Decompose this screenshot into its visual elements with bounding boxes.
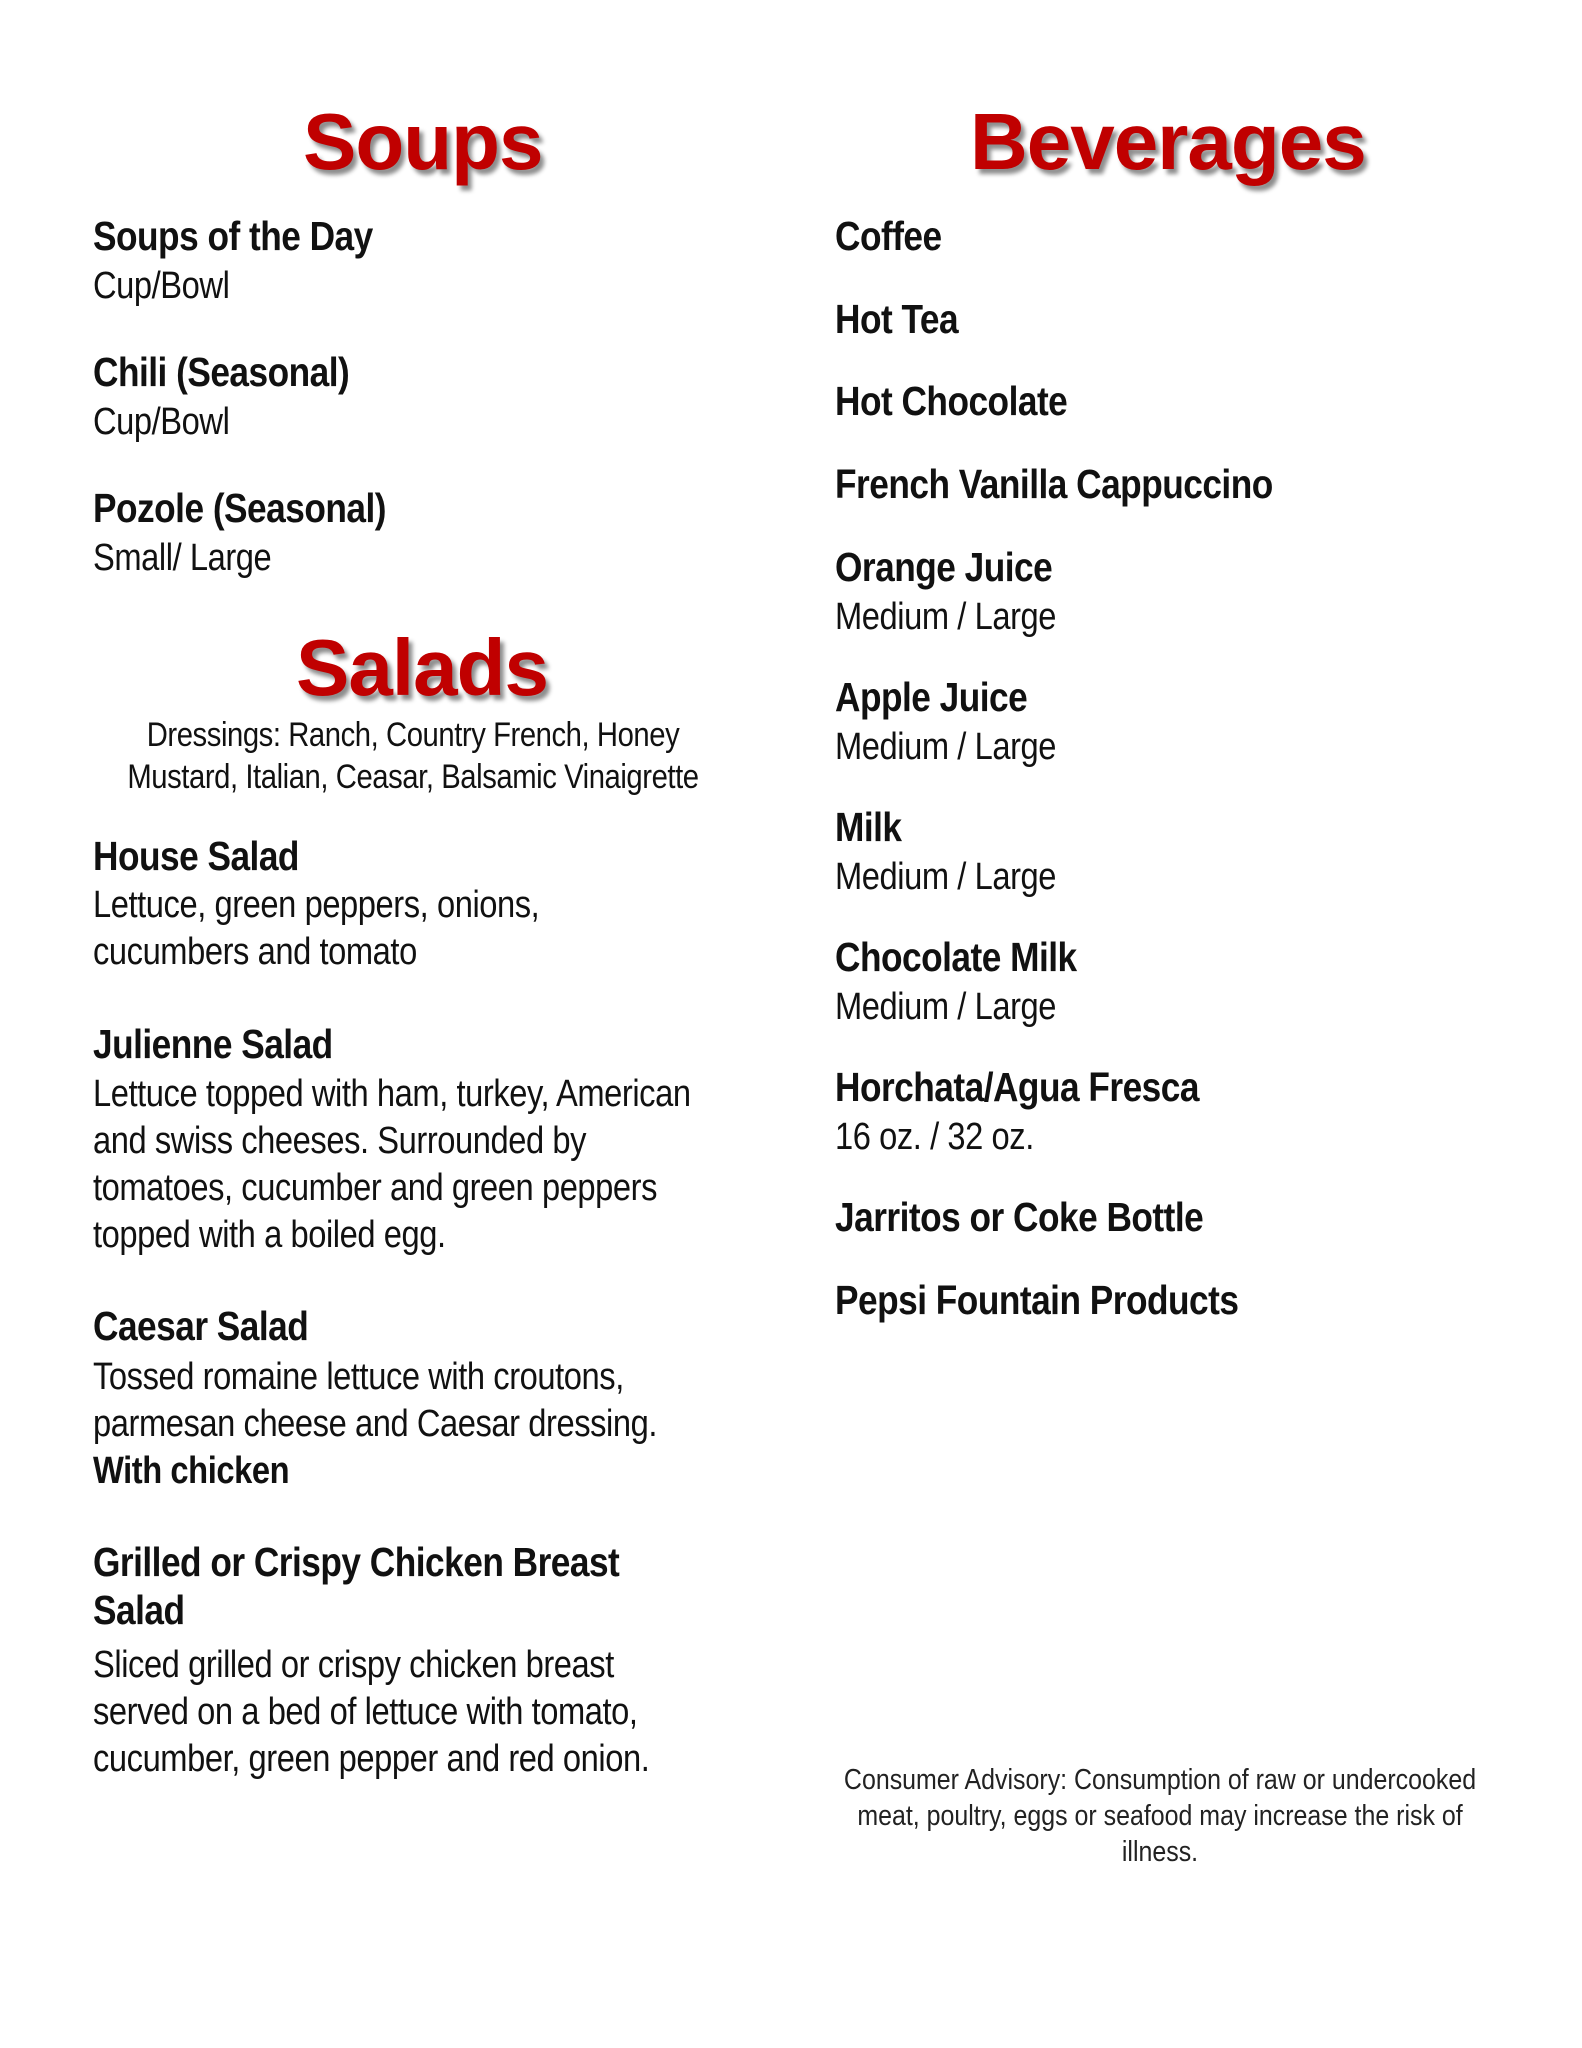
item-desc: 16 oz. / 32 oz. <box>835 1116 1034 1158</box>
item-name: Soups of the Day <box>93 213 373 259</box>
item-desc: Cup/Bowl <box>93 401 230 443</box>
item-extra: With chicken <box>93 1450 290 1492</box>
item-desc: Lettuce topped with ham, turkey, American and swiss cheeses. Surrounded by tomatoes, cucumber and green peppers topped with a boiled egg. <box>93 1073 691 1256</box>
item-name: Jarritos or Coke Bottle <box>835 1194 1204 1240</box>
item-desc-text: Tossed romaine lettuce with croutons, parmesan cheese and Caesar dressing. <box>93 1356 658 1445</box>
item-name: Coffee <box>835 213 942 259</box>
item-desc: Cup/Bowl <box>93 265 230 307</box>
dressings-note <box>93 714 733 798</box>
item-name: Hot Tea <box>835 296 959 342</box>
item-desc: Sliced grilled or crispy chicken breast served on a bed of lettuce with tomato, cucumber, green pepper and red onion. <box>93 1644 650 1780</box>
salads-title: Salads <box>296 623 548 712</box>
item-name: House Salad <box>93 833 299 879</box>
item-desc: Small/ Large <box>93 537 272 579</box>
item-desc: Medium / Large <box>835 986 1057 1028</box>
item-desc: Lettuce, green peppers, onions, cucumbers and tomato <box>93 884 540 973</box>
item-desc <box>93 1354 695 1495</box>
beverages-title: Beverages <box>970 97 1366 186</box>
dressings-text: Dressings: Ranch, Country French, Honey Mustard, Italian, Ceasar, Balsamic Vinaigrette <box>127 716 699 796</box>
item-name: Horchata/Agua Fresca <box>835 1064 1199 1110</box>
item-name: Milk <box>835 804 902 850</box>
item-name: Orange Juice <box>835 544 1053 590</box>
item-name: Caesar Salad <box>93 1303 309 1349</box>
item-name: Chocolate Milk <box>835 934 1077 980</box>
item-name: Grilled or Crispy Chicken Breast Salad <box>93 1539 620 1633</box>
item-name: Julienne Salad <box>93 1021 333 1067</box>
item-name: Hot Chocolate <box>835 378 1068 424</box>
item-name: French Vanilla Cappuccino <box>835 461 1273 507</box>
item-name: Chili (Seasonal) <box>93 349 350 395</box>
consumer-advisory <box>835 1762 1485 1870</box>
item-name: Apple Juice <box>835 674 1028 720</box>
item-name: Pozole (Seasonal) <box>93 485 386 531</box>
item-desc: Medium / Large <box>835 726 1057 768</box>
item-desc: Medium / Large <box>835 596 1057 638</box>
soups-title: Soups <box>303 97 543 186</box>
item-desc: Medium / Large <box>835 856 1057 898</box>
advisory-text: Consumer Advisory: Consumption of raw or undercooked meat, poultry, eggs or seafood may increase the risk of illness. <box>843 1764 1477 1868</box>
item-name: Pepsi Fountain Products <box>835 1277 1239 1323</box>
